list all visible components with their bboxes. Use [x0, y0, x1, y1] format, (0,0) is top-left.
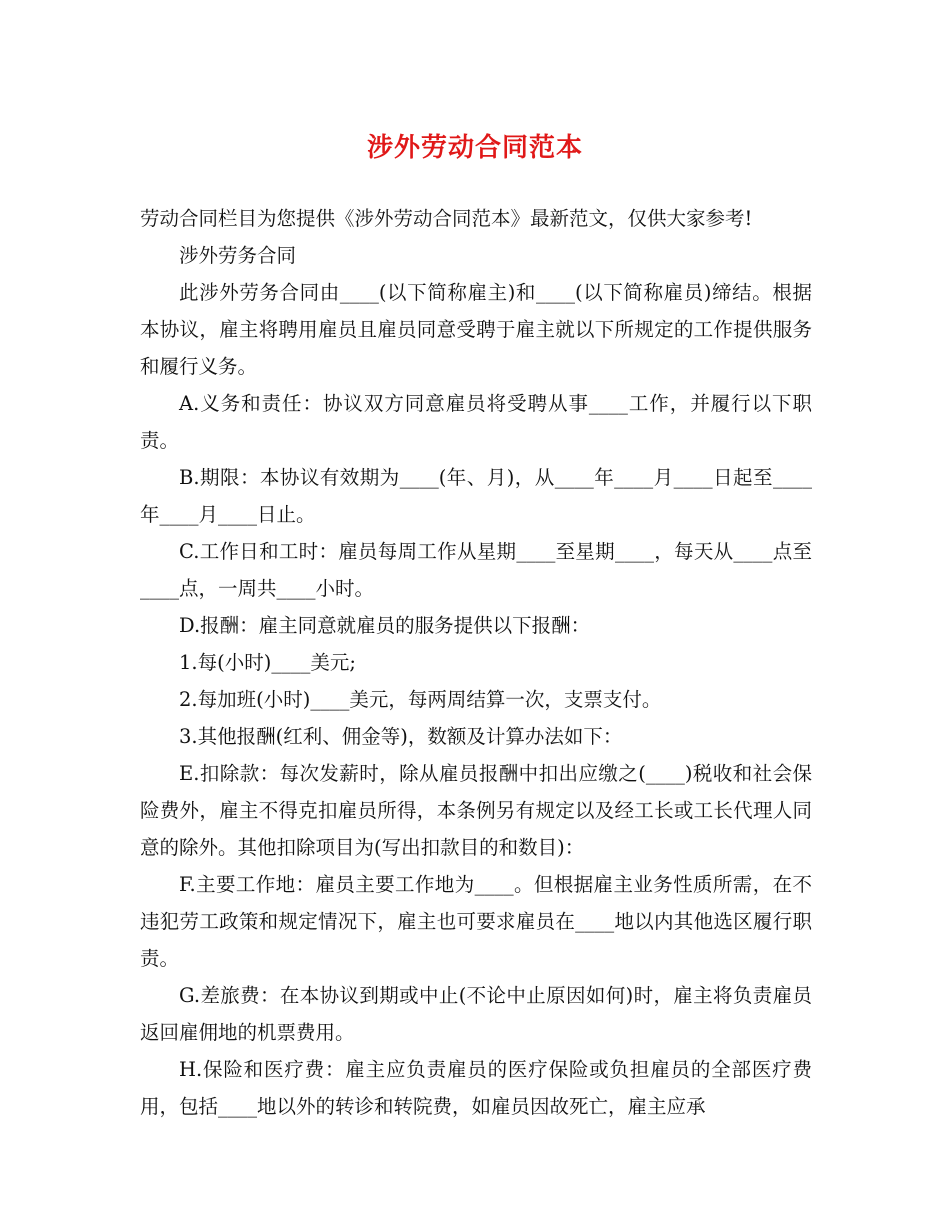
- clause-d-item-2: 2.每加班(小时)____美元，每两周结算一次，支票支付。: [179, 688, 662, 711]
- clause-c: C.工作日和工时：雇员每周工作从星期____至星期____，每天从____点至____点，一周共____小时。: [140, 540, 812, 600]
- clause-a: A.义务和责任：协议双方同意雇员将受聘从事____工作，并履行以下职责。: [140, 392, 812, 452]
- clause-b: B.期限：本协议有效期为____(年、月)，从____年____月____日起至____年____月____日止。: [140, 466, 812, 526]
- document-title: 涉外劳动合同范本: [366, 133, 583, 163]
- paragraph-heading: 涉外劳务合同: [179, 244, 297, 267]
- clause-e: E.扣除款：每次发薪时，除从雇员报酬中扣出应缴之(____)税收和社会保险费外，雇主不得克扣雇员所得，本条例另有规定以及经工长或工长代理人同意的除外。其他扣除项目为(写出扣款目的和数目)：: [140, 762, 812, 859]
- document-body: [140, 200, 812, 1125]
- clause-d: D.报酬：雇主同意就雇员的服务提供以下报酬：: [179, 614, 591, 637]
- clause-d-item-1: 1.每(小时)____美元;: [179, 651, 356, 674]
- clause-g: G.差旅费：在本协议到期或中止(不论中止原因如何)时，雇主将负责雇员返回雇佣地的机票费用。: [140, 984, 812, 1044]
- paragraph-intro: 劳动合同栏目为您提供《涉外劳动合同范本》最新范文，仅供大家参考!: [140, 207, 753, 230]
- clause-h: H.保险和医疗费：雇主应负责雇员的医疗保险或负担雇员的全部医疗费用，包括____地以外的转诊和转院费，如雇员因故死亡，雇主应承: [140, 1058, 812, 1118]
- clause-d-item-3: 3.其他报酬(红利、佣金等)，数额及计算办法如下：: [179, 725, 623, 748]
- clause-f: F.主要工作地：雇员主要工作地为____。但根据雇主业务性质所需，在不违犯劳工政策和规定情况下，雇主也可要求雇员在____地以内其他选区履行职责。: [140, 873, 812, 970]
- paragraph-preamble: 此涉外劳务合同由____(以下简称雇主)和____(以下简称雇员)缔结。根据本协议，雇主将聘用雇员且雇员同意受聘于雇主就以下所规定的工作提供服务和履行义务。: [140, 281, 812, 378]
